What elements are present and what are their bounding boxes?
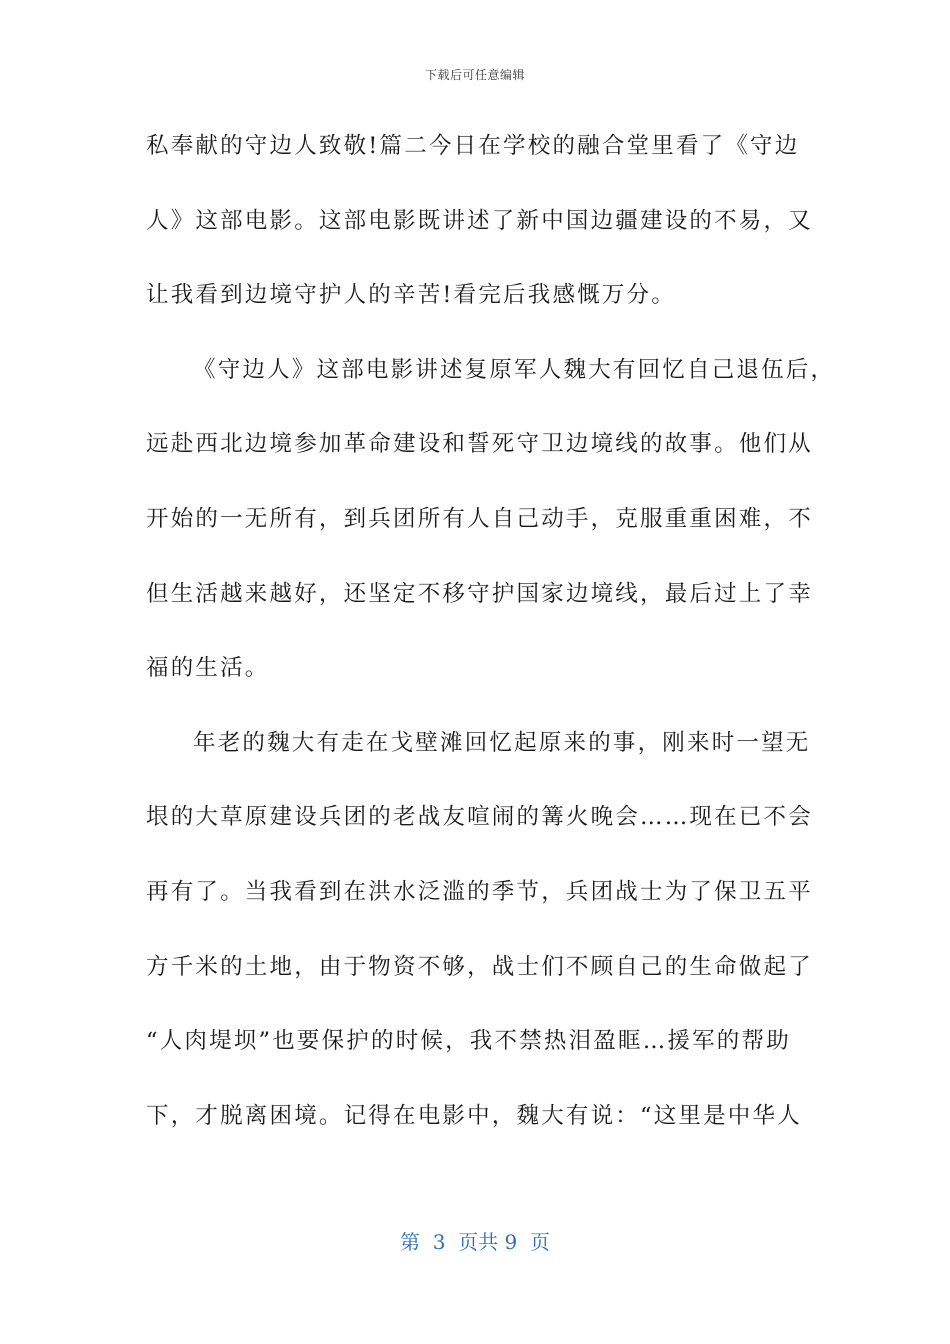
page-number-footer: 第 3 页共 9 页 <box>400 1230 550 1254</box>
text-line: 开始的一无所有，到兵团所有人自己动手，克服重重困难，不 <box>146 505 813 532</box>
text-line: 福的生活。 <box>146 655 270 682</box>
text-line: 再有了。当我看到在洪水泛滥的季节，兵团战士为了保卫五平 <box>146 878 813 905</box>
text-line: 人》这部电影。这部电影既讲述了新中国边疆建设的不易，又 <box>146 207 813 234</box>
text-line: 远赴西北边境参加革命建设和誓死守卫边境线的故事。他们从 <box>146 431 813 458</box>
text-line: 下，才脱离困境。记得在电影中，魏大有说：“这里是中华人 <box>146 1102 802 1129</box>
text-line: 让我看到边境守护人的辛苦!看完后我感慨万分。 <box>146 282 676 309</box>
text-line: 私奉献的守边人致敬!篇二今日在学校的融合堂里看了《守边 <box>146 133 800 159</box>
text-line: 垠的大草原建设兵团的老战友喧闹的篝火晚会……现在已不会 <box>146 804 813 831</box>
text-line: “人肉堤坝”也要保护的时候，我不禁热泪盈眶…援军的帮助 <box>146 1028 791 1055</box>
body-text <box>146 126 836 1170</box>
paragraph-start-line: 《守边人》这部电影讲述复原军人魏大有回忆自己退伍后， <box>193 356 836 383</box>
text-line: 但生活越来越好，还坚定不移守护国家边境线，最后过上了幸 <box>146 580 813 607</box>
text-line: 方千米的土地，由于物资不够，战士们不顾自己的生命做起了 <box>146 953 813 980</box>
page-header: 下载后可任意编辑 <box>424 68 525 82</box>
paragraph-start-line: 年老的魏大有走在戈壁滩回忆起原来的事，刚来时一望无 <box>193 729 811 756</box>
